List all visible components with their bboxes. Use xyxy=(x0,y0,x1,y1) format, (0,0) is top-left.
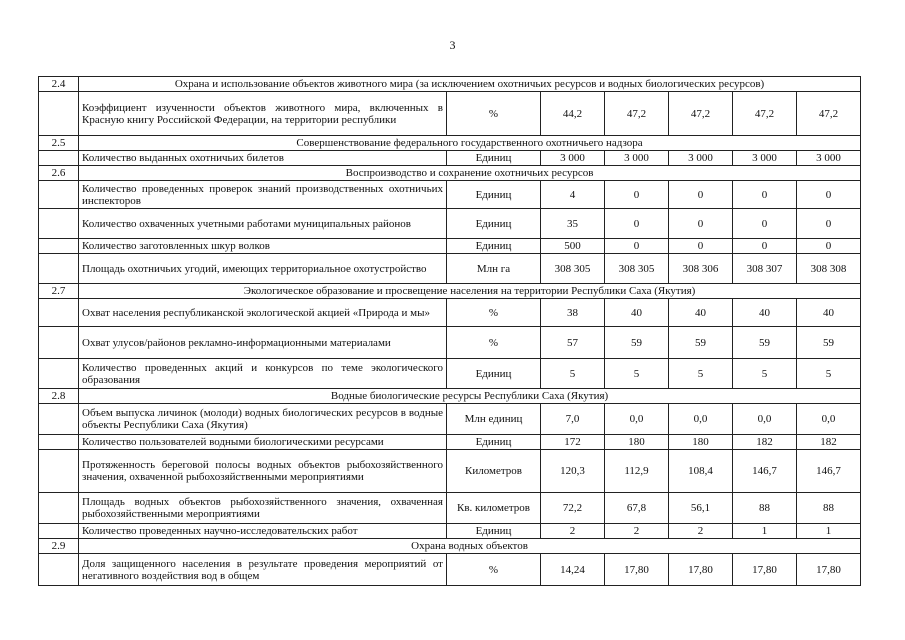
section-number: 2.6 xyxy=(39,166,79,181)
unit-cell: Единиц xyxy=(447,239,541,254)
value-cell: 38 xyxy=(541,299,605,327)
value-cell: 72,2 xyxy=(541,493,605,524)
empty-cell xyxy=(39,554,79,586)
indicator-name: Доля защищенного населения в результате проведения мероприятий от негативного воздействия вод в общем xyxy=(79,554,447,586)
value-cell: 3 000 xyxy=(669,151,733,166)
value-cell: 0 xyxy=(797,181,861,209)
value-cell: 0 xyxy=(605,239,669,254)
section-number: 2.4 xyxy=(39,77,79,92)
indicator-name: Охват улусов/районов рекламно-информационными материалами xyxy=(79,327,447,359)
value-cell: 5 xyxy=(541,359,605,389)
section-header-row xyxy=(39,77,861,92)
value-cell: 7,0 xyxy=(541,404,605,435)
value-cell: 56,1 xyxy=(669,493,733,524)
indicator-name: Площадь охотничьих угодий, имеющих территориальное охотустройство xyxy=(79,254,447,284)
value-cell: 88 xyxy=(733,493,797,524)
indicator-name: Количество выданных охотничьих билетов xyxy=(79,151,447,166)
value-cell: 88 xyxy=(797,493,861,524)
value-cell: 0 xyxy=(605,181,669,209)
value-cell: 2 xyxy=(669,524,733,539)
value-cell: 40 xyxy=(605,299,669,327)
value-cell: 5 xyxy=(733,359,797,389)
indicator-row xyxy=(39,327,861,359)
indicator-row xyxy=(39,239,861,254)
unit-cell: Единиц xyxy=(447,209,541,239)
section-header-row xyxy=(39,284,861,299)
indicator-row xyxy=(39,450,861,493)
value-cell: 0 xyxy=(733,209,797,239)
empty-cell xyxy=(39,151,79,166)
unit-cell: % xyxy=(447,327,541,359)
value-cell: 59 xyxy=(733,327,797,359)
section-number: 2.5 xyxy=(39,136,79,151)
value-cell: 47,2 xyxy=(605,92,669,136)
value-cell: 17,80 xyxy=(669,554,733,586)
value-cell: 0 xyxy=(669,209,733,239)
value-cell: 0 xyxy=(797,239,861,254)
indicator-name: Количество проведенных научно-исследовательских работ xyxy=(79,524,447,539)
unit-cell: % xyxy=(447,299,541,327)
section-title: Экологическое образование и просвещение населения на территории Республики Саха (Якутия) xyxy=(79,284,861,299)
value-cell: 35 xyxy=(541,209,605,239)
indicator-row xyxy=(39,92,861,136)
section-header-row xyxy=(39,389,861,404)
value-cell: 40 xyxy=(733,299,797,327)
value-cell: 3 000 xyxy=(733,151,797,166)
unit-cell: Единиц xyxy=(447,151,541,166)
unit-cell: Единиц xyxy=(447,435,541,450)
value-cell: 112,9 xyxy=(605,450,669,493)
table-body xyxy=(39,77,861,586)
empty-cell xyxy=(39,327,79,359)
value-cell: 67,8 xyxy=(605,493,669,524)
empty-cell xyxy=(39,404,79,435)
indicator-row xyxy=(39,254,861,284)
value-cell: 2 xyxy=(605,524,669,539)
indicators-table xyxy=(38,76,861,586)
empty-cell xyxy=(39,209,79,239)
empty-cell xyxy=(39,299,79,327)
value-cell: 180 xyxy=(669,435,733,450)
value-cell: 3 000 xyxy=(541,151,605,166)
indicator-name: Протяженность береговой полосы водных объектов рыбохозяйственного значения, охваченной рыбохозяйственными мероприятиями xyxy=(79,450,447,493)
value-cell: 5 xyxy=(605,359,669,389)
value-cell: 17,80 xyxy=(797,554,861,586)
section-title: Водные биологические ресурсы Республики Саха (Якутия) xyxy=(79,389,861,404)
value-cell: 0 xyxy=(669,181,733,209)
indicator-row xyxy=(39,299,861,327)
indicator-row xyxy=(39,151,861,166)
indicator-name: Количество проведенных акций и конкурсов по теме экологического образования xyxy=(79,359,447,389)
value-cell: 5 xyxy=(797,359,861,389)
indicator-row xyxy=(39,404,861,435)
indicator-row xyxy=(39,181,861,209)
value-cell: 0 xyxy=(669,239,733,254)
indicator-row xyxy=(39,435,861,450)
indicator-name: Количество пользователей водными биологическими ресурсами xyxy=(79,435,447,450)
value-cell: 120,3 xyxy=(541,450,605,493)
value-cell: 500 xyxy=(541,239,605,254)
unit-cell: % xyxy=(447,92,541,136)
indicator-name: Охват населения республиканской экологической акцией «Природа и мы» xyxy=(79,299,447,327)
section-title: Охрана и использование объектов животного мира (за исключением охотничьих ресурсов и водных биологических ресурсов) xyxy=(79,77,861,92)
value-cell: 0 xyxy=(797,209,861,239)
value-cell: 40 xyxy=(797,299,861,327)
unit-cell: Единиц xyxy=(447,181,541,209)
empty-cell xyxy=(39,92,79,136)
section-title: Воспроизводство и сохранение охотничьих ресурсов xyxy=(79,166,861,181)
value-cell: 3 000 xyxy=(797,151,861,166)
page-number: 3 xyxy=(449,38,456,52)
empty-cell xyxy=(39,254,79,284)
value-cell: 2 xyxy=(541,524,605,539)
empty-cell xyxy=(39,359,79,389)
indicator-row xyxy=(39,554,861,586)
value-cell: 59 xyxy=(605,327,669,359)
value-cell: 59 xyxy=(797,327,861,359)
value-cell: 59 xyxy=(669,327,733,359)
value-cell: 4 xyxy=(541,181,605,209)
value-cell: 308 308 xyxy=(797,254,861,284)
value-cell: 0,0 xyxy=(733,404,797,435)
value-cell: 40 xyxy=(669,299,733,327)
unit-cell: % xyxy=(447,554,541,586)
section-number: 2.7 xyxy=(39,284,79,299)
unit-cell: Млн га xyxy=(447,254,541,284)
section-title: Совершенствование федерального государственного охотничьего надзора xyxy=(79,136,861,151)
value-cell: 0 xyxy=(733,181,797,209)
indicator-name: Количество проведенных проверок знаний производственных охотничьих инспекторов xyxy=(79,181,447,209)
section-header-row xyxy=(39,166,861,181)
indicator-name: Количество заготовленных шкур волков xyxy=(79,239,447,254)
value-cell: 180 xyxy=(605,435,669,450)
value-cell: 308 305 xyxy=(541,254,605,284)
value-cell: 44,2 xyxy=(541,92,605,136)
value-cell: 308 305 xyxy=(605,254,669,284)
value-cell: 47,2 xyxy=(733,92,797,136)
value-cell: 308 306 xyxy=(669,254,733,284)
unit-cell: Километров xyxy=(447,450,541,493)
indicator-row xyxy=(39,209,861,239)
value-cell: 146,7 xyxy=(733,450,797,493)
indicator-row xyxy=(39,359,861,389)
section-number: 2.9 xyxy=(39,539,79,554)
value-cell: 172 xyxy=(541,435,605,450)
indicator-name: Количество охваченных учетными работами муниципальных районов xyxy=(79,209,447,239)
indicator-row xyxy=(39,493,861,524)
value-cell: 14,24 xyxy=(541,554,605,586)
value-cell: 1 xyxy=(797,524,861,539)
empty-cell xyxy=(39,450,79,493)
unit-cell: Млн единиц xyxy=(447,404,541,435)
value-cell: 3 000 xyxy=(605,151,669,166)
value-cell: 0,0 xyxy=(605,404,669,435)
value-cell: 47,2 xyxy=(669,92,733,136)
empty-cell xyxy=(39,524,79,539)
value-cell: 0,0 xyxy=(669,404,733,435)
value-cell: 108,4 xyxy=(669,450,733,493)
value-cell: 17,80 xyxy=(733,554,797,586)
value-cell: 0 xyxy=(733,239,797,254)
value-cell: 57 xyxy=(541,327,605,359)
section-number: 2.8 xyxy=(39,389,79,404)
value-cell: 0,0 xyxy=(797,404,861,435)
indicator-name: Объем выпуска личинок (молоди) водных биологических ресурсов в водные объекты Республики Саха (Якутия) xyxy=(79,404,447,435)
value-cell: 182 xyxy=(797,435,861,450)
section-title: Охрана водных объектов xyxy=(79,539,861,554)
value-cell: 146,7 xyxy=(797,450,861,493)
empty-cell xyxy=(39,493,79,524)
unit-cell: Единиц xyxy=(447,359,541,389)
value-cell: 0 xyxy=(605,209,669,239)
value-cell: 17,80 xyxy=(605,554,669,586)
indicator-name: Площадь водных объектов рыбохозяйственного значения, охваченная рыбохозяйственными мероприятиями xyxy=(79,493,447,524)
section-header-row xyxy=(39,539,861,554)
unit-cell: Единиц xyxy=(447,524,541,539)
empty-cell xyxy=(39,435,79,450)
value-cell: 182 xyxy=(733,435,797,450)
value-cell: 308 307 xyxy=(733,254,797,284)
value-cell: 47,2 xyxy=(797,92,861,136)
empty-cell xyxy=(39,181,79,209)
section-header-row xyxy=(39,136,861,151)
unit-cell: Кв. километров xyxy=(447,493,541,524)
indicator-row xyxy=(39,524,861,539)
value-cell: 1 xyxy=(733,524,797,539)
value-cell: 5 xyxy=(669,359,733,389)
empty-cell xyxy=(39,239,79,254)
indicator-name: Коэффициент изученности объектов животного мира, включенных в Красную книгу Российской Федерации, на территории республики xyxy=(79,92,447,136)
